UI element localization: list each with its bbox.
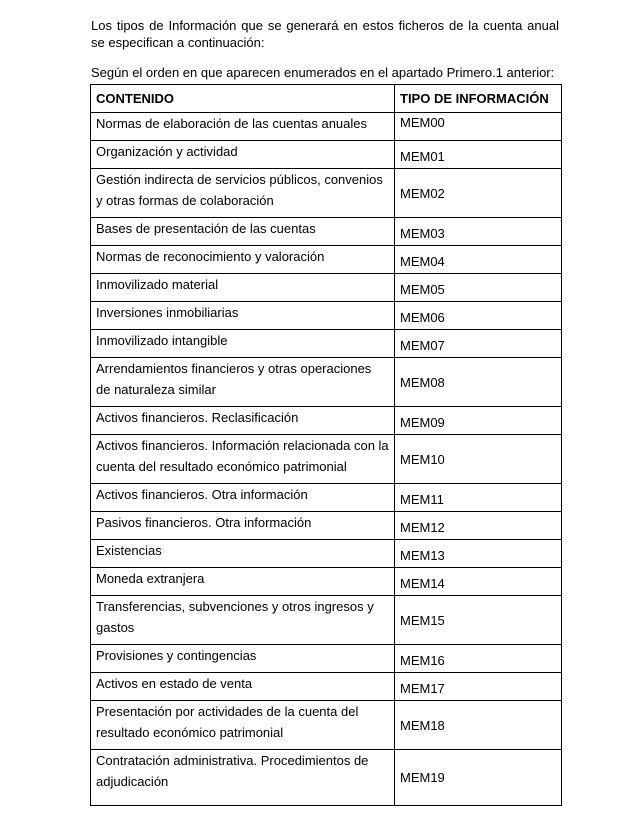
- table-row: [91, 246, 562, 274]
- lead-paragraph: Según el orden en que aparecen enumerados en el apartado Primero.1 anterior:: [91, 65, 555, 80]
- table-row: [91, 540, 562, 568]
- tipo-cell: MEM07: [395, 330, 562, 358]
- tipo-cell: MEM15: [395, 596, 562, 645]
- table-row: [91, 302, 562, 330]
- table-row: [91, 596, 562, 645]
- column-header-tipo: TIPO DE INFORMACIÓN: [395, 85, 562, 113]
- table-header-row: [91, 85, 562, 113]
- tipo-cell: MEM00: [395, 113, 562, 141]
- table-row: [91, 645, 562, 673]
- tipo-cell: MEM04: [395, 246, 562, 274]
- tipo-cell: MEM11: [395, 484, 562, 512]
- contenido-cell: Existencias: [91, 540, 395, 568]
- contenido-cell: Normas de elaboración de las cuentas anuales: [91, 113, 395, 141]
- table-row: [91, 274, 562, 302]
- contenido-cell: Moneda extranjera: [91, 568, 395, 596]
- contenido-cell: Inmovilizado intangible: [91, 330, 395, 358]
- contenido-cell: Presentación por actividades de la cuenta del resultado económico patrimonial: [91, 701, 395, 750]
- column-header-contenido: CONTENIDO: [91, 85, 395, 113]
- contenido-cell: Organización y actividad: [91, 141, 395, 169]
- table-row: [91, 330, 562, 358]
- contenido-cell: Provisiones y contingencias: [91, 645, 395, 673]
- tipo-cell: MEM01: [395, 141, 562, 169]
- table-row: [91, 169, 562, 218]
- contenido-cell: Activos en estado de venta: [91, 673, 395, 701]
- table-row: [91, 673, 562, 701]
- table-row: [91, 435, 562, 484]
- table-row: [91, 358, 562, 407]
- table-body: [91, 113, 562, 806]
- contenido-cell: Arrendamientos financieros y otras operaciones de naturaleza similar: [91, 358, 395, 407]
- tipo-cell: MEM10: [395, 435, 562, 484]
- tipo-cell: MEM17: [395, 673, 562, 701]
- tipo-cell: MEM03: [395, 218, 562, 246]
- table-row: [91, 701, 562, 750]
- table-row: [91, 750, 562, 806]
- tipo-cell: MEM12: [395, 512, 562, 540]
- contenido-cell: Gestión indirecta de servicios públicos, convenios y otras formas de colaboración: [91, 169, 395, 218]
- table-row: [91, 218, 562, 246]
- tipo-cell: MEM18: [395, 701, 562, 750]
- contenido-cell: Contratación administrativa. Procedimientos de adjudicación: [91, 750, 395, 806]
- tipo-cell: MEM08: [395, 358, 562, 407]
- table-row: [91, 484, 562, 512]
- tipo-cell: MEM05: [395, 274, 562, 302]
- tipo-cell: MEM09: [395, 407, 562, 435]
- intro-paragraph: Los tipos de Información que se generará en estos ficheros de la cuenta anual se especifican a continuación:: [91, 18, 559, 50]
- table-row: [91, 568, 562, 596]
- tipo-cell: MEM02: [395, 169, 562, 218]
- tipo-cell: MEM16: [395, 645, 562, 673]
- contenido-cell: Activos financieros. Información relacionada con la cuenta del resultado económico patrimonial: [91, 435, 395, 484]
- contenido-cell: Inversiones inmobiliarias: [91, 302, 395, 330]
- table-row: [91, 113, 562, 141]
- contenido-cell: Pasivos financieros. Otra información: [91, 512, 395, 540]
- contenido-cell: Activos financieros. Otra información: [91, 484, 395, 512]
- contenido-cell: Inmovilizado material: [91, 274, 395, 302]
- contenido-cell: Transferencias, subvenciones y otros ingresos y gastos: [91, 596, 395, 645]
- tipo-cell: MEM13: [395, 540, 562, 568]
- tipo-cell: MEM14: [395, 568, 562, 596]
- information-types-table: [90, 84, 562, 806]
- contenido-cell: Normas de reconocimiento y valoración: [91, 246, 395, 274]
- table-row: [91, 141, 562, 169]
- contenido-cell: Activos financieros. Reclasificación: [91, 407, 395, 435]
- tipo-cell: MEM19: [395, 750, 562, 806]
- contenido-cell: Bases de presentación de las cuentas: [91, 218, 395, 246]
- table-row: [91, 407, 562, 435]
- table-row: [91, 512, 562, 540]
- tipo-cell: MEM06: [395, 302, 562, 330]
